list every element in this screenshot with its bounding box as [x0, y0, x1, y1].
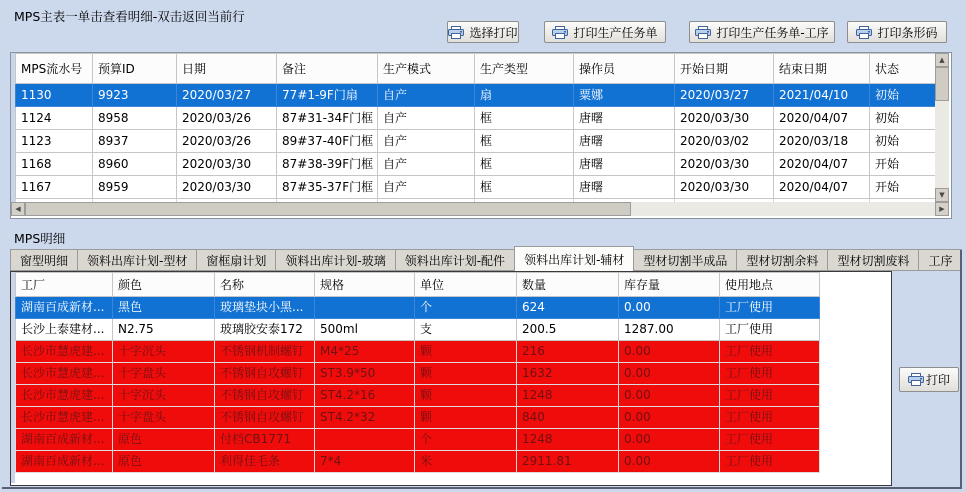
cell[interactable]: 唐曙	[574, 176, 675, 199]
col-header[interactable]: 操作员	[574, 54, 675, 84]
cell[interactable]: 付档CB1771	[215, 429, 315, 451]
cell[interactable]: 初始	[870, 130, 936, 153]
vertical-scroll-thumb[interactable]	[935, 67, 949, 101]
cell[interactable]: 初始	[870, 107, 936, 130]
cell[interactable]: 工厂使用	[720, 341, 820, 363]
cell[interactable]: 89#37-40F门框	[277, 130, 378, 153]
cell[interactable]: 不锈钢自攻螺钉	[215, 385, 315, 407]
cell[interactable]: 工厂使用	[720, 385, 820, 407]
cell[interactable]	[315, 297, 415, 319]
cell[interactable]: 2020/04/07	[774, 176, 870, 199]
cell[interactable]: 77#1-9F门扇	[277, 84, 378, 107]
cell[interactable]: 框	[475, 130, 574, 153]
cell[interactable]: 0.00	[619, 385, 720, 407]
cell[interactable]: 2020/03/02	[675, 130, 774, 153]
cell[interactable]: 十字沉头	[113, 385, 215, 407]
tab-material-plan-parts[interactable]: 领料出库计划-配件	[395, 249, 515, 271]
tab-window-detail[interactable]: 窗型明细	[10, 249, 78, 271]
col-header[interactable]: 单位	[415, 273, 517, 297]
cell[interactable]: 原色	[113, 451, 215, 473]
cell[interactable]: 湖南百成新材...	[16, 429, 113, 451]
cell[interactable]: 玻璃垫块小黑...	[215, 297, 315, 319]
table-row[interactable]	[16, 385, 820, 407]
cell[interactable]: 粟娜	[574, 84, 675, 107]
mps-main-table	[15, 53, 935, 202]
print-barcode-button[interactable]	[847, 21, 947, 43]
table-row[interactable]	[16, 429, 820, 451]
cell[interactable]: 工厂使用	[720, 319, 820, 341]
cell[interactable]	[315, 429, 415, 451]
button-label: 打印生产任务单	[573, 25, 658, 40]
cell[interactable]: 工厂使用	[720, 363, 820, 385]
cell[interactable]: 玻璃胶安泰172	[215, 319, 315, 341]
cell[interactable]: 利得佳毛条	[215, 451, 315, 473]
detail-caption: MPS明细	[14, 231, 66, 246]
col-header[interactable]: 生产类型	[475, 54, 574, 84]
mps-detail-grid	[10, 271, 892, 486]
col-header[interactable]: 生产模式	[378, 54, 475, 84]
cell[interactable]: 颗	[415, 363, 517, 385]
cell[interactable]: 8960	[93, 153, 177, 176]
cell[interactable]: 2020/03/27	[675, 84, 774, 107]
cell[interactable]: 个	[415, 429, 517, 451]
col-header[interactable]: 库存量	[619, 273, 720, 297]
cell[interactable]: 0.00	[619, 451, 720, 473]
tab-profile-cut-remainder[interactable]: 型材切割余料	[736, 249, 828, 271]
detail-table	[15, 272, 820, 473]
cell[interactable]: N2.75	[113, 319, 215, 341]
table-row[interactable]	[16, 130, 936, 153]
cell[interactable]: 自产	[378, 130, 475, 153]
select-print-button[interactable]	[447, 21, 519, 43]
cell[interactable]: 唐曙	[574, 107, 675, 130]
cell[interactable]: 十字盘头	[113, 363, 215, 385]
table-row[interactable]	[16, 319, 820, 341]
cell[interactable]: 1124	[16, 107, 93, 130]
cell[interactable]: 颗	[415, 341, 517, 363]
scroll-right-button[interactable]: ▶	[935, 202, 949, 216]
cell[interactable]: 长沙市慧虎建...	[16, 385, 113, 407]
header-row	[16, 273, 820, 297]
col-header[interactable]: MPS流水号	[16, 54, 93, 84]
cell[interactable]: ST3.9*50	[315, 363, 415, 385]
panel-border-right	[960, 250, 962, 488]
cell[interactable]: 开始	[870, 176, 936, 199]
cell[interactable]: 87#35-37F门框	[277, 176, 378, 199]
cell[interactable]: 0.00	[619, 407, 720, 429]
table-row[interactable]	[16, 84, 936, 107]
cell[interactable]: 长沙市慧虎建...	[16, 363, 113, 385]
cell[interactable]: 唐曙	[574, 130, 675, 153]
vertical-scrollbar[interactable]	[935, 53, 949, 202]
cell[interactable]: 2020/03/30	[675, 153, 774, 176]
panel-border-bottom	[2, 487, 962, 489]
cell[interactable]: 工厂使用	[720, 407, 820, 429]
printer-icon	[448, 26, 464, 39]
col-header[interactable]: 备注	[277, 54, 378, 84]
cell[interactable]: 不锈钢机制螺钉	[215, 341, 315, 363]
printer-icon	[856, 26, 872, 39]
cell[interactable]: 颗	[415, 407, 517, 429]
tab-material-plan-glass[interactable]: 领料出库计划-玻璃	[275, 249, 395, 271]
horizontal-scroll-thumb[interactable]	[25, 202, 631, 216]
cell[interactable]: M4*25	[315, 341, 415, 363]
cell[interactable]: 唐曙	[574, 153, 675, 176]
cell[interactable]: 原色	[113, 429, 215, 451]
cell[interactable]: 长沙上泰建材...	[16, 319, 113, 341]
col-header[interactable]: 开始日期	[675, 54, 774, 84]
col-header[interactable]: 状态	[870, 54, 936, 84]
cell[interactable]: 个	[415, 297, 517, 319]
scroll-up-button[interactable]: ▲	[935, 53, 949, 67]
cell[interactable]: 1632	[517, 363, 619, 385]
tab-material-plan-auxiliary[interactable]: 领料出库计划-辅材	[514, 246, 634, 271]
tab-profile-cut-semifinished[interactable]: 型材切割半成品	[633, 249, 737, 271]
cell[interactable]: 十字盘头	[113, 407, 215, 429]
cell[interactable]: 初始	[870, 84, 936, 107]
cell[interactable]: 不锈钢自攻螺钉	[215, 363, 315, 385]
cell[interactable]: 87#31-34F门框	[277, 107, 378, 130]
cell[interactable]: 框	[475, 153, 574, 176]
cell[interactable]: 0.00	[619, 341, 720, 363]
table-row[interactable]	[16, 297, 820, 319]
cell[interactable]: 不锈钢自攻螺钉	[215, 407, 315, 429]
table-row[interactable]	[16, 153, 936, 176]
button-label: 打印	[925, 373, 950, 387]
tab-material-plan-profile[interactable]: 领料出库计划-型材	[77, 249, 197, 271]
col-header[interactable]: 名称	[215, 273, 315, 297]
col-header[interactable]: 使用地点	[720, 273, 820, 297]
cell[interactable]: 支	[415, 319, 517, 341]
cell[interactable]: 米	[415, 451, 517, 473]
cell[interactable]: 2020/03/30	[177, 153, 277, 176]
col-header[interactable]: 日期	[177, 54, 277, 84]
tab-process[interactable]: 工序	[918, 249, 962, 271]
cell[interactable]: 框	[475, 107, 574, 130]
cell[interactable]: 0.00	[619, 429, 720, 451]
cell[interactable]: 长沙市慧虎建...	[16, 407, 113, 429]
cell[interactable]: 湖南百成新材...	[16, 297, 113, 319]
cell[interactable]: 2020/03/30	[177, 176, 277, 199]
cell[interactable]: 十字沉头	[113, 341, 215, 363]
cell[interactable]: ST4.2*16	[315, 385, 415, 407]
col-header[interactable]: 工厂	[16, 273, 113, 297]
detail-print-button[interactable]	[899, 367, 959, 392]
cell[interactable]: 2020/04/07	[774, 107, 870, 130]
cell[interactable]: 500ml	[315, 319, 415, 341]
cell[interactable]: ST4.2*32	[315, 407, 415, 429]
cell[interactable]: 7*4	[315, 451, 415, 473]
cell[interactable]: 624	[517, 297, 619, 319]
tab-frame-sash-plan[interactable]: 窗框扇计划	[196, 249, 276, 271]
table-row[interactable]	[16, 407, 820, 429]
print-production-task-button[interactable]	[544, 21, 666, 43]
cell[interactable]: 216	[517, 341, 619, 363]
cell[interactable]: 8959	[93, 176, 177, 199]
tab-profile-cut-scrap[interactable]: 型材切割废料	[827, 249, 919, 271]
cell[interactable]: 颗	[415, 385, 517, 407]
cell[interactable]: 2020/03/26	[177, 107, 277, 130]
cell[interactable]: 框	[475, 176, 574, 199]
cell[interactable]: 8958	[93, 107, 177, 130]
cell[interactable]: 自产	[378, 107, 475, 130]
header-row	[16, 54, 936, 84]
col-header[interactable]: 数量	[517, 273, 619, 297]
cell[interactable]: 1130	[16, 84, 93, 107]
col-header[interactable]: 颜色	[113, 273, 215, 297]
cell[interactable]: 840	[517, 407, 619, 429]
cell[interactable]: 自产	[378, 176, 475, 199]
button-label: 打印生产任务单-工序	[716, 25, 829, 40]
horizontal-scrollbar[interactable]	[11, 202, 949, 216]
printer-icon	[908, 373, 924, 386]
cell[interactable]: 2020/04/07	[774, 153, 870, 176]
scroll-left-button[interactable]: ◀	[11, 202, 25, 216]
col-header[interactable]: 结束日期	[774, 54, 870, 84]
table-row[interactable]	[16, 176, 936, 199]
button-label: 打印条形码	[877, 25, 938, 40]
cell[interactable]: 2020/03/30	[675, 176, 774, 199]
cell[interactable]: 9923	[93, 84, 177, 107]
cell[interactable]: 0.00	[619, 297, 720, 319]
cell[interactable]: 1248	[517, 385, 619, 407]
cell[interactable]: 黑色	[113, 297, 215, 319]
print-production-task-process-button[interactable]	[689, 21, 835, 43]
cell[interactable]: 开始	[870, 153, 936, 176]
cell[interactable]: 工厂使用	[720, 429, 820, 451]
detail-tab-strip	[10, 248, 961, 271]
cell[interactable]: 1167	[16, 176, 93, 199]
cell[interactable]: 1123	[16, 130, 93, 153]
cell[interactable]: 2020/03/18	[774, 130, 870, 153]
printer-icon	[552, 26, 568, 39]
cell[interactable]: 8937	[93, 130, 177, 153]
cell[interactable]: 2020/03/26	[177, 130, 277, 153]
cell[interactable]: 自产	[378, 84, 475, 107]
cell[interactable]: 2020/03/30	[675, 107, 774, 130]
cell[interactable]: 2911.81	[517, 451, 619, 473]
table-row[interactable]	[16, 107, 936, 130]
cell[interactable]: 2020/03/27	[177, 84, 277, 107]
cell[interactable]: 1168	[16, 153, 93, 176]
cell[interactable]: 湖南百成新材...	[16, 451, 113, 473]
cell[interactable]: 扇	[475, 84, 574, 107]
table-row[interactable]	[16, 363, 820, 385]
table-row[interactable]	[16, 451, 820, 473]
col-header[interactable]: 预算ID	[93, 54, 177, 84]
cell[interactable]: 2021/04/10	[774, 84, 870, 107]
cell[interactable]: 工厂使用	[720, 297, 820, 319]
col-header[interactable]: 规格	[315, 273, 415, 297]
cell[interactable]: 1287.00	[619, 319, 720, 341]
cell[interactable]: 200.5	[517, 319, 619, 341]
main-table-caption: MPS主表一单击查看明细-双击返回当前行	[14, 9, 245, 24]
cell[interactable]: 长沙市慧虎建...	[16, 341, 113, 363]
cell[interactable]: 87#38-39F门框	[277, 153, 378, 176]
mps-main-grid	[10, 52, 952, 219]
cell[interactable]: 工厂使用	[720, 451, 820, 473]
cell[interactable]: 0.00	[619, 363, 720, 385]
cell[interactable]: 1248	[517, 429, 619, 451]
cell[interactable]: 自产	[378, 153, 475, 176]
button-label: 选择打印	[469, 25, 518, 40]
printer-icon	[695, 26, 711, 39]
scroll-down-button[interactable]: ▼	[935, 188, 949, 202]
table-row[interactable]	[16, 341, 820, 363]
